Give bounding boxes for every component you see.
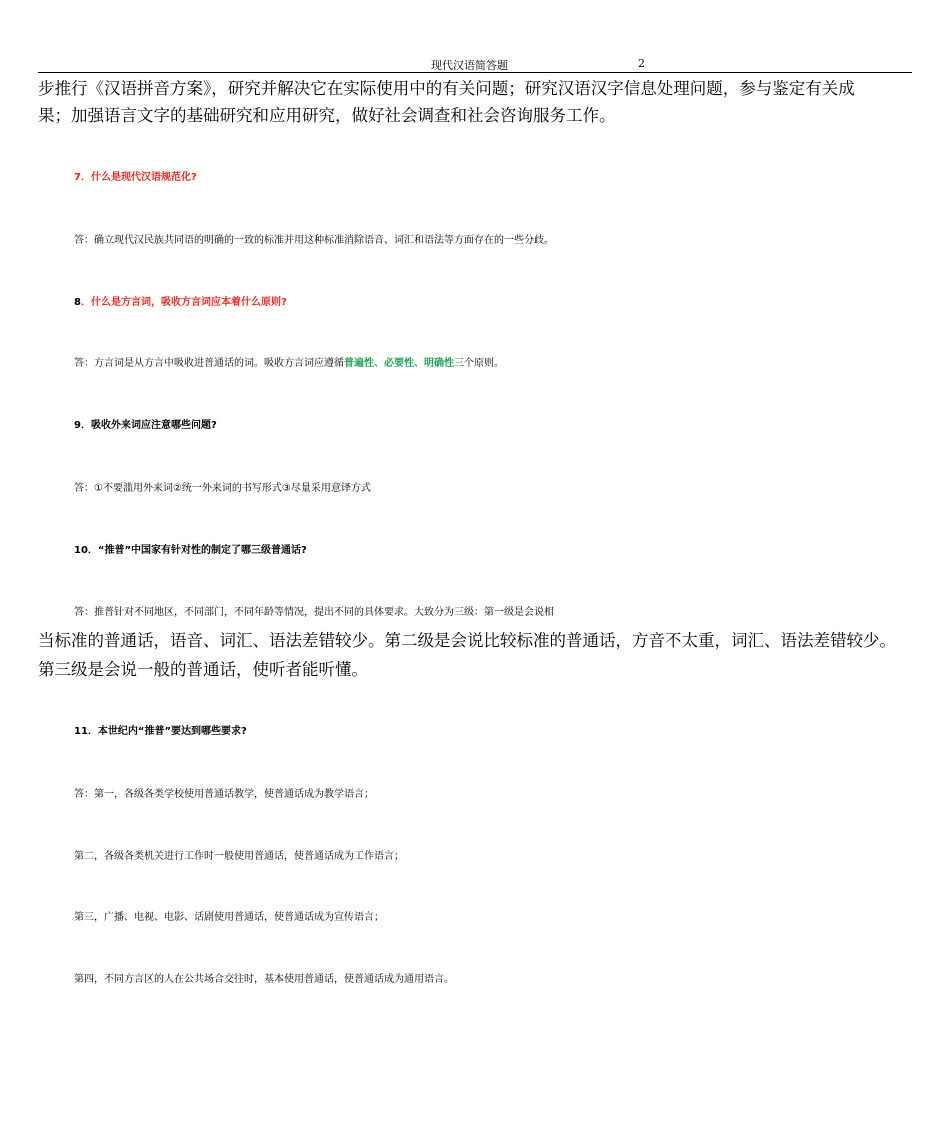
continued-paragraph-line-2: 果；加强语言文字的基础研究和应用研究，做好社会调查和社会咨询服务工作。: [38, 106, 616, 125]
question-8: [74, 288, 950, 318]
answer-8-before: 答：方言词是从方言中吸收进普通话的词。吸收方言词应遵循: [74, 358, 344, 369]
answer-10-line-2: 当标准的普通话，语音、词汇、语法差错较少。第二级是会说比较标准的普通话，方音不太重，词汇、语法差错较少。: [38, 631, 896, 650]
answer-10-line-3: 第三级是会说一般的普通话，使听者能听懂。: [38, 660, 368, 679]
question-7: 7．什么是现代汉语规范化?: [74, 172, 197, 183]
answer-11-item-2: 第二，各级各类机关进行工作时一般使用普通话，使普通话成为工作语言；: [74, 851, 404, 862]
answer-11-item-3: 第三，广播、电视、电影、话剧使用普通话，使普通话成为宣传语言；: [74, 912, 384, 923]
answer-10-line-1: 答：推普针对不同地区，不同部门，不同年龄等情况，提出不同的具体要求。大致分为三级：第一级是会说相: [74, 607, 554, 618]
header-title: 现代汉语简答题: [431, 59, 508, 72]
question-8-text: ．什么是方言词，吸收方言词应本着什么原则?: [80, 297, 287, 308]
question-10: 10．“推普”中国家有针对性的制定了哪三级普通话?: [74, 545, 307, 556]
page-number: 2: [638, 57, 645, 70]
question-11: 11．本世纪内“推普”要达到哪些要求?: [74, 726, 247, 737]
answer-9: 答：①不要滥用外来词②统一外来词的书写形式③尽量采用意译方式: [74, 483, 371, 494]
answer-7: 答：确立现代汉民族共同语的明确的一致的标准并用这种标准消除语音、词汇和语法等方面存在的一些分歧。: [74, 235, 554, 246]
answer-8-after: 三个原则。: [454, 358, 504, 369]
answer-11-item-1: 答：第一，各级各类学校使用普通话教学，使普通话成为教学语言；: [74, 789, 374, 800]
question-9: 9．吸收外来词应注意哪些问题?: [74, 420, 217, 431]
header-rule: [38, 72, 912, 73]
answer-8-highlight: 普遍性、必要性、明确性: [344, 358, 454, 369]
question-8-number: 8: [74, 297, 81, 308]
continued-paragraph-line-1: 步推行《汉语拼音方案》，研究并解决它在实际使用中的有关问题；研究汉语汉字信息处理问题，参与鉴定有关成: [38, 79, 855, 98]
answer-8: [74, 349, 950, 379]
answer-11-item-4: 第四，不同方言区的人在公共场合交往时，基本使用普通话，使普通话成为通用语言。: [74, 974, 454, 985]
page-header: [38, 55, 912, 72]
